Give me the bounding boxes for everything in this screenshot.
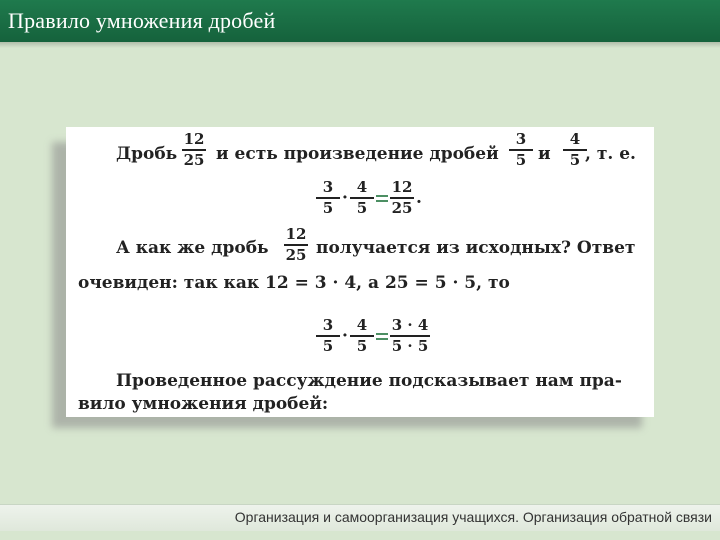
slide-title: Правило умножения дробей: [8, 8, 276, 33]
denominator: 5: [356, 198, 368, 217]
period: .: [416, 188, 422, 208]
fraction-3-5: [316, 179, 340, 217]
title-bar-shadow: [0, 42, 720, 48]
text-line-1c: , т. е.: [585, 144, 636, 164]
numerator: 12: [391, 178, 413, 196]
text-line-1b: и есть произведение дробей: [216, 144, 499, 164]
multiply-dot: ·: [342, 188, 348, 208]
denominator: 5: [515, 150, 527, 169]
numerator: 3: [322, 316, 334, 334]
numerator: 4: [356, 316, 368, 334]
numerator: 4: [569, 130, 581, 148]
fraction-4-5: [350, 317, 374, 355]
textbook-excerpt: [66, 127, 654, 417]
footer-text: Организация и самоорганизация учащихся. Организация обратной связи: [234, 509, 712, 525]
denominator: 5: [356, 336, 368, 355]
text-line-7: вило умножения дробей:: [78, 394, 329, 414]
text-line-4: очевиден: так как 12 = 3 · 4, а 25 = 5 · 5, то: [78, 273, 510, 293]
denominator: 5: [322, 336, 334, 355]
fraction-12-25: [182, 131, 206, 169]
numerator: 3: [515, 130, 527, 148]
numerator: 3 · 4: [391, 316, 429, 334]
numerator: 12: [183, 130, 205, 148]
fraction-12-25: [284, 226, 308, 264]
equals-sign: [376, 330, 388, 343]
fraction-12-25: [390, 179, 414, 217]
fraction-product: [390, 317, 430, 355]
denominator: 5 · 5: [391, 336, 429, 355]
title-bar: [0, 0, 720, 42]
equals-sign: [376, 192, 388, 205]
denominator: 5: [322, 198, 334, 217]
fraction-3-5: [316, 317, 340, 355]
numerator: 12: [285, 225, 307, 243]
text-line-3a: А как же дробь: [116, 238, 269, 258]
footer-bar: [0, 504, 720, 531]
numerator: 3: [322, 178, 334, 196]
fraction-3-5: [509, 131, 533, 169]
text-line-3b: получается из исходных? Ответ: [316, 238, 636, 258]
denominator: 5: [569, 150, 581, 169]
text-line-1-and: и: [538, 144, 551, 164]
multiply-dot: ·: [342, 326, 348, 346]
denominator: 25: [285, 245, 307, 264]
text-line-1a: Дробь: [116, 144, 178, 164]
fraction-4-5: [350, 179, 374, 217]
numerator: 4: [356, 178, 368, 196]
denominator: 25: [183, 150, 205, 169]
text-line-6: Проведенное рассуждение подсказывает нам пра-: [116, 371, 622, 391]
denominator: 25: [391, 198, 413, 217]
fraction-4-5: [563, 131, 587, 169]
